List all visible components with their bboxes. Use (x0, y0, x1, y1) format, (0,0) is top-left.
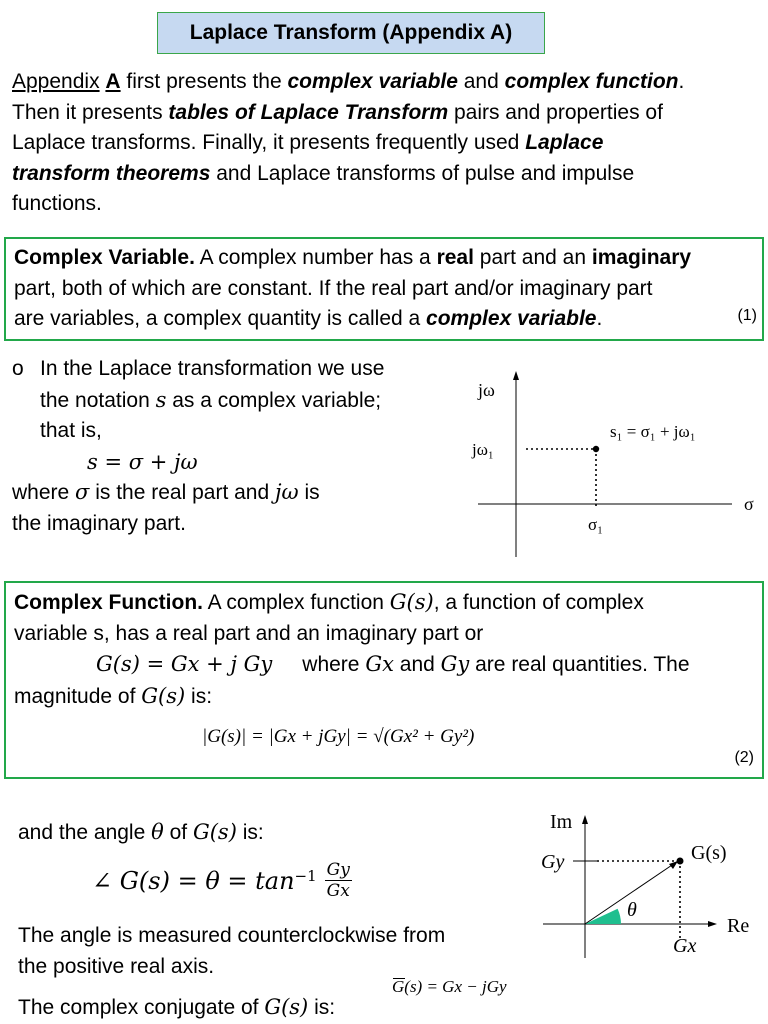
bullet-icon: o (12, 357, 24, 380)
s-plane-point-label: s₁ = σ₁ + jω₁ (610, 422, 696, 441)
s-plane-y-arrow-icon (513, 371, 519, 380)
angle-equation: ∠ G(s) = θ = tan $^{-1}$ Gy Gx (92, 860, 350, 901)
s-plane-x-label: σ (744, 494, 754, 514)
polar-x-label: Re (727, 915, 750, 937)
s-plane-x-tick: σ₁ (588, 515, 604, 534)
page-title: Laplace Transform (Appendix A) (157, 12, 545, 54)
polar-x-tick: Gx (673, 935, 697, 957)
polar-vector-arrow-icon (669, 861, 678, 869)
notation-paragraph: o In the Laplace transformation we use the notation s as a complex variable; that is, s = σ + jω where σ is the real part and jω is the imaginary part. (12, 354, 442, 539)
polar-angle-label: θ (627, 899, 637, 921)
conjugate-equation: G(s) = Gx − jGy (392, 977, 507, 996)
equation-number: (2) (734, 749, 754, 766)
equation-number: (1) (737, 307, 757, 324)
polar-y-arrow-icon (582, 815, 588, 824)
s-plane-y-label: jω (478, 380, 495, 400)
angle-sector (585, 909, 621, 924)
polar-point (677, 858, 684, 865)
conjugate-bar (393, 978, 405, 979)
polar-x-arrow-icon (708, 921, 717, 927)
angle-paragraph: and the angle θ of G(s) is: (18, 820, 264, 844)
intro-paragraph: Appendix A first presents the complex variable and complex function. Then it presents tables of Laplace Transform pairs and properties of Laplace transforms. Finally, it presents frequently used Laplace transform theorems and Laplace transforms of pulse and impulse functions. (12, 70, 685, 215)
s-plane-diagram (460, 365, 765, 565)
complex-function-box: Complex Function. A complex function G(s), a function of complex variable s, has a real part and an imaginary part or G(s) = Gx + j Gy where Gx and Gy are real quantities. The magnitude of G(s) is: |G(s)| = |Gx + jGy| = √(Gx² + Gy²) (2) (4, 581, 764, 779)
polar-diagram (535, 808, 765, 968)
s-equation: s = σ + jω (87, 449, 198, 474)
polar-point-label: G(s) (691, 842, 727, 864)
complex-variable-box: Complex Variable. A complex number has a real part and an imaginary part, both of which are constant. If the real part and/or imaginary part are variables, a complex quantity is called a complex variable. (1) (4, 237, 764, 341)
g-equation: G(s) = Gx + j Gy (96, 652, 273, 676)
s-plane-point (593, 446, 599, 452)
polar-y-tick: Gy (541, 851, 565, 873)
s-plane-y-tick: jω₁ (472, 440, 494, 459)
magnitude-equation: |G(s)| = |Gx + jGy| = √(Gx² + Gy²) (202, 726, 475, 747)
polar-y-label: Im (550, 811, 573, 833)
